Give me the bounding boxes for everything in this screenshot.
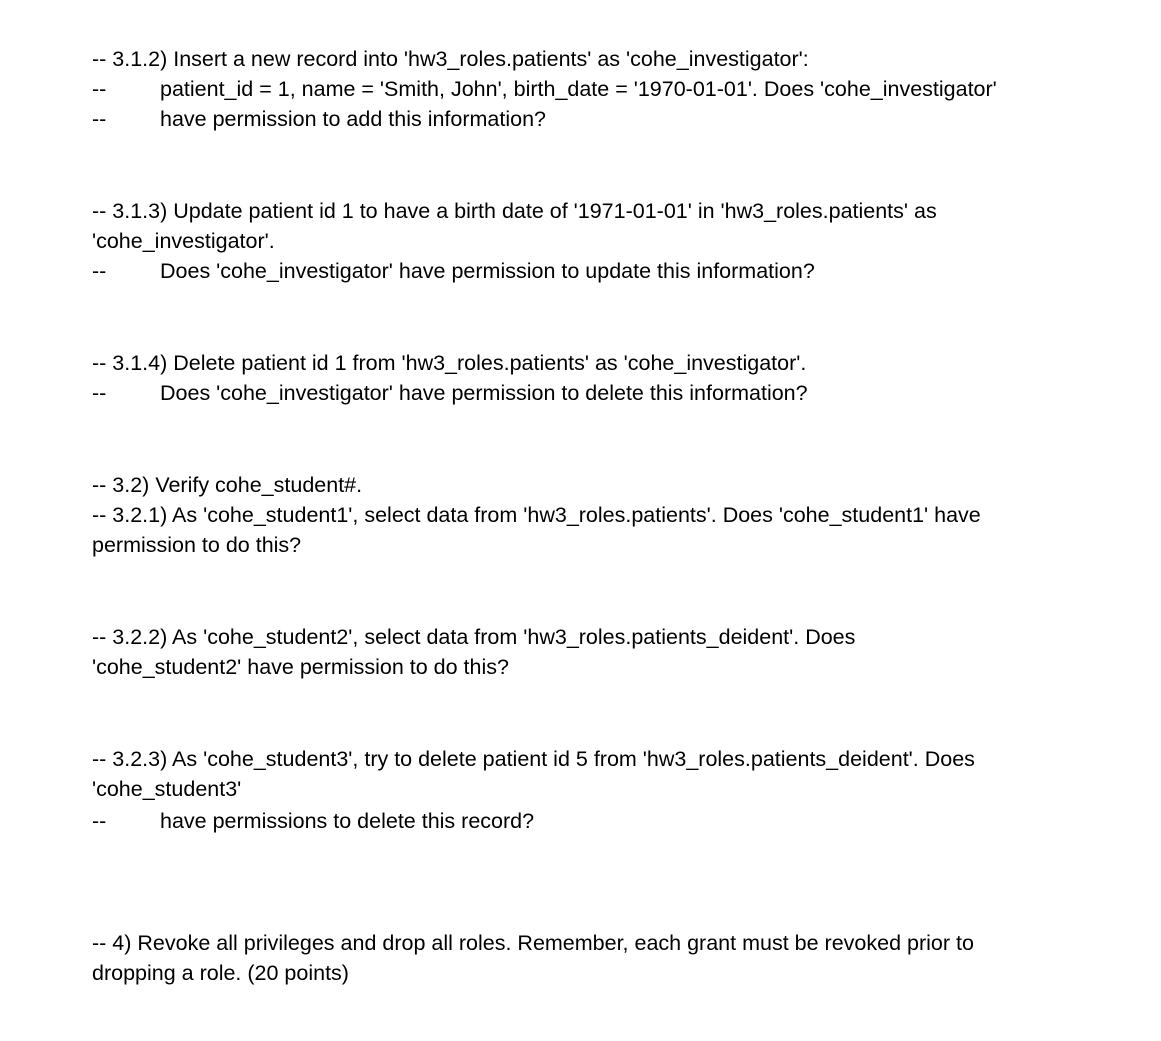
text-line-4-continued: dropping a role. (20 points) (92, 961, 349, 985)
text-line-4-heading: -- 4) Revoke all privileges and drop all roles. Remember, each grant must be revoked prior to (92, 931, 974, 955)
text-line-3-2-1-continued: permission to do this? (92, 533, 302, 557)
text-line-3-1-2-detail: patient_id = 1, name = 'Smith, John', birth_date = '1970-01-01'. Does 'cohe_investigator' (160, 77, 997, 101)
comment-dash: -- (92, 809, 107, 833)
text-line-3-2-3-question: have permissions to delete this record? (160, 809, 535, 833)
text-line-3-1-4-heading: -- 3.1.4) Delete patient id 1 from 'hw3_roles.patients' as 'cohe_investigator'. (92, 351, 807, 375)
text-line-3-2-1-heading: -- 3.2.1) As 'cohe_student1', select data from 'hw3_roles.patients'. Does 'cohe_student1' have (92, 503, 981, 527)
comment-dash: -- (92, 381, 107, 405)
comment-dash: -- (92, 77, 107, 101)
text-line-3-1-3-question: Does 'cohe_investigator' have permission to update this information? (160, 259, 815, 283)
text-line-3-2-3-continued: 'cohe_student3' (92, 777, 242, 801)
text-line-3-2-3-heading: -- 3.2.3) As 'cohe_student3', try to delete patient id 5 from 'hw3_roles.patients_deident'. Does (92, 747, 975, 771)
text-line-3-2-2-continued: 'cohe_student2' have permission to do this? (92, 655, 509, 679)
text-line-3-2-2-heading: -- 3.2.2) As 'cohe_student2', select data from 'hw3_roles.patients_deident'. Does (92, 625, 856, 649)
comment-dash: -- (92, 259, 107, 283)
text-line-3-1-2-heading: -- 3.1.2) Insert a new record into 'hw3_roles.patients' as 'cohe_investigator': (92, 47, 809, 71)
text-line-3-1-2-question: have permission to add this information? (160, 107, 547, 131)
text-line-3-1-3-heading: -- 3.1.3) Update patient id 1 to have a birth date of '1971-01-01' in 'hw3_roles.patients' as (92, 199, 937, 223)
comment-dash: -- (92, 107, 107, 131)
text-line-3-2-heading: -- 3.2) Verify cohe_student#. (92, 473, 363, 497)
text-line-3-1-3-continued: 'cohe_investigator'. (92, 229, 275, 253)
text-line-3-1-4-question: Does 'cohe_investigator' have permission to delete this information? (160, 381, 808, 405)
